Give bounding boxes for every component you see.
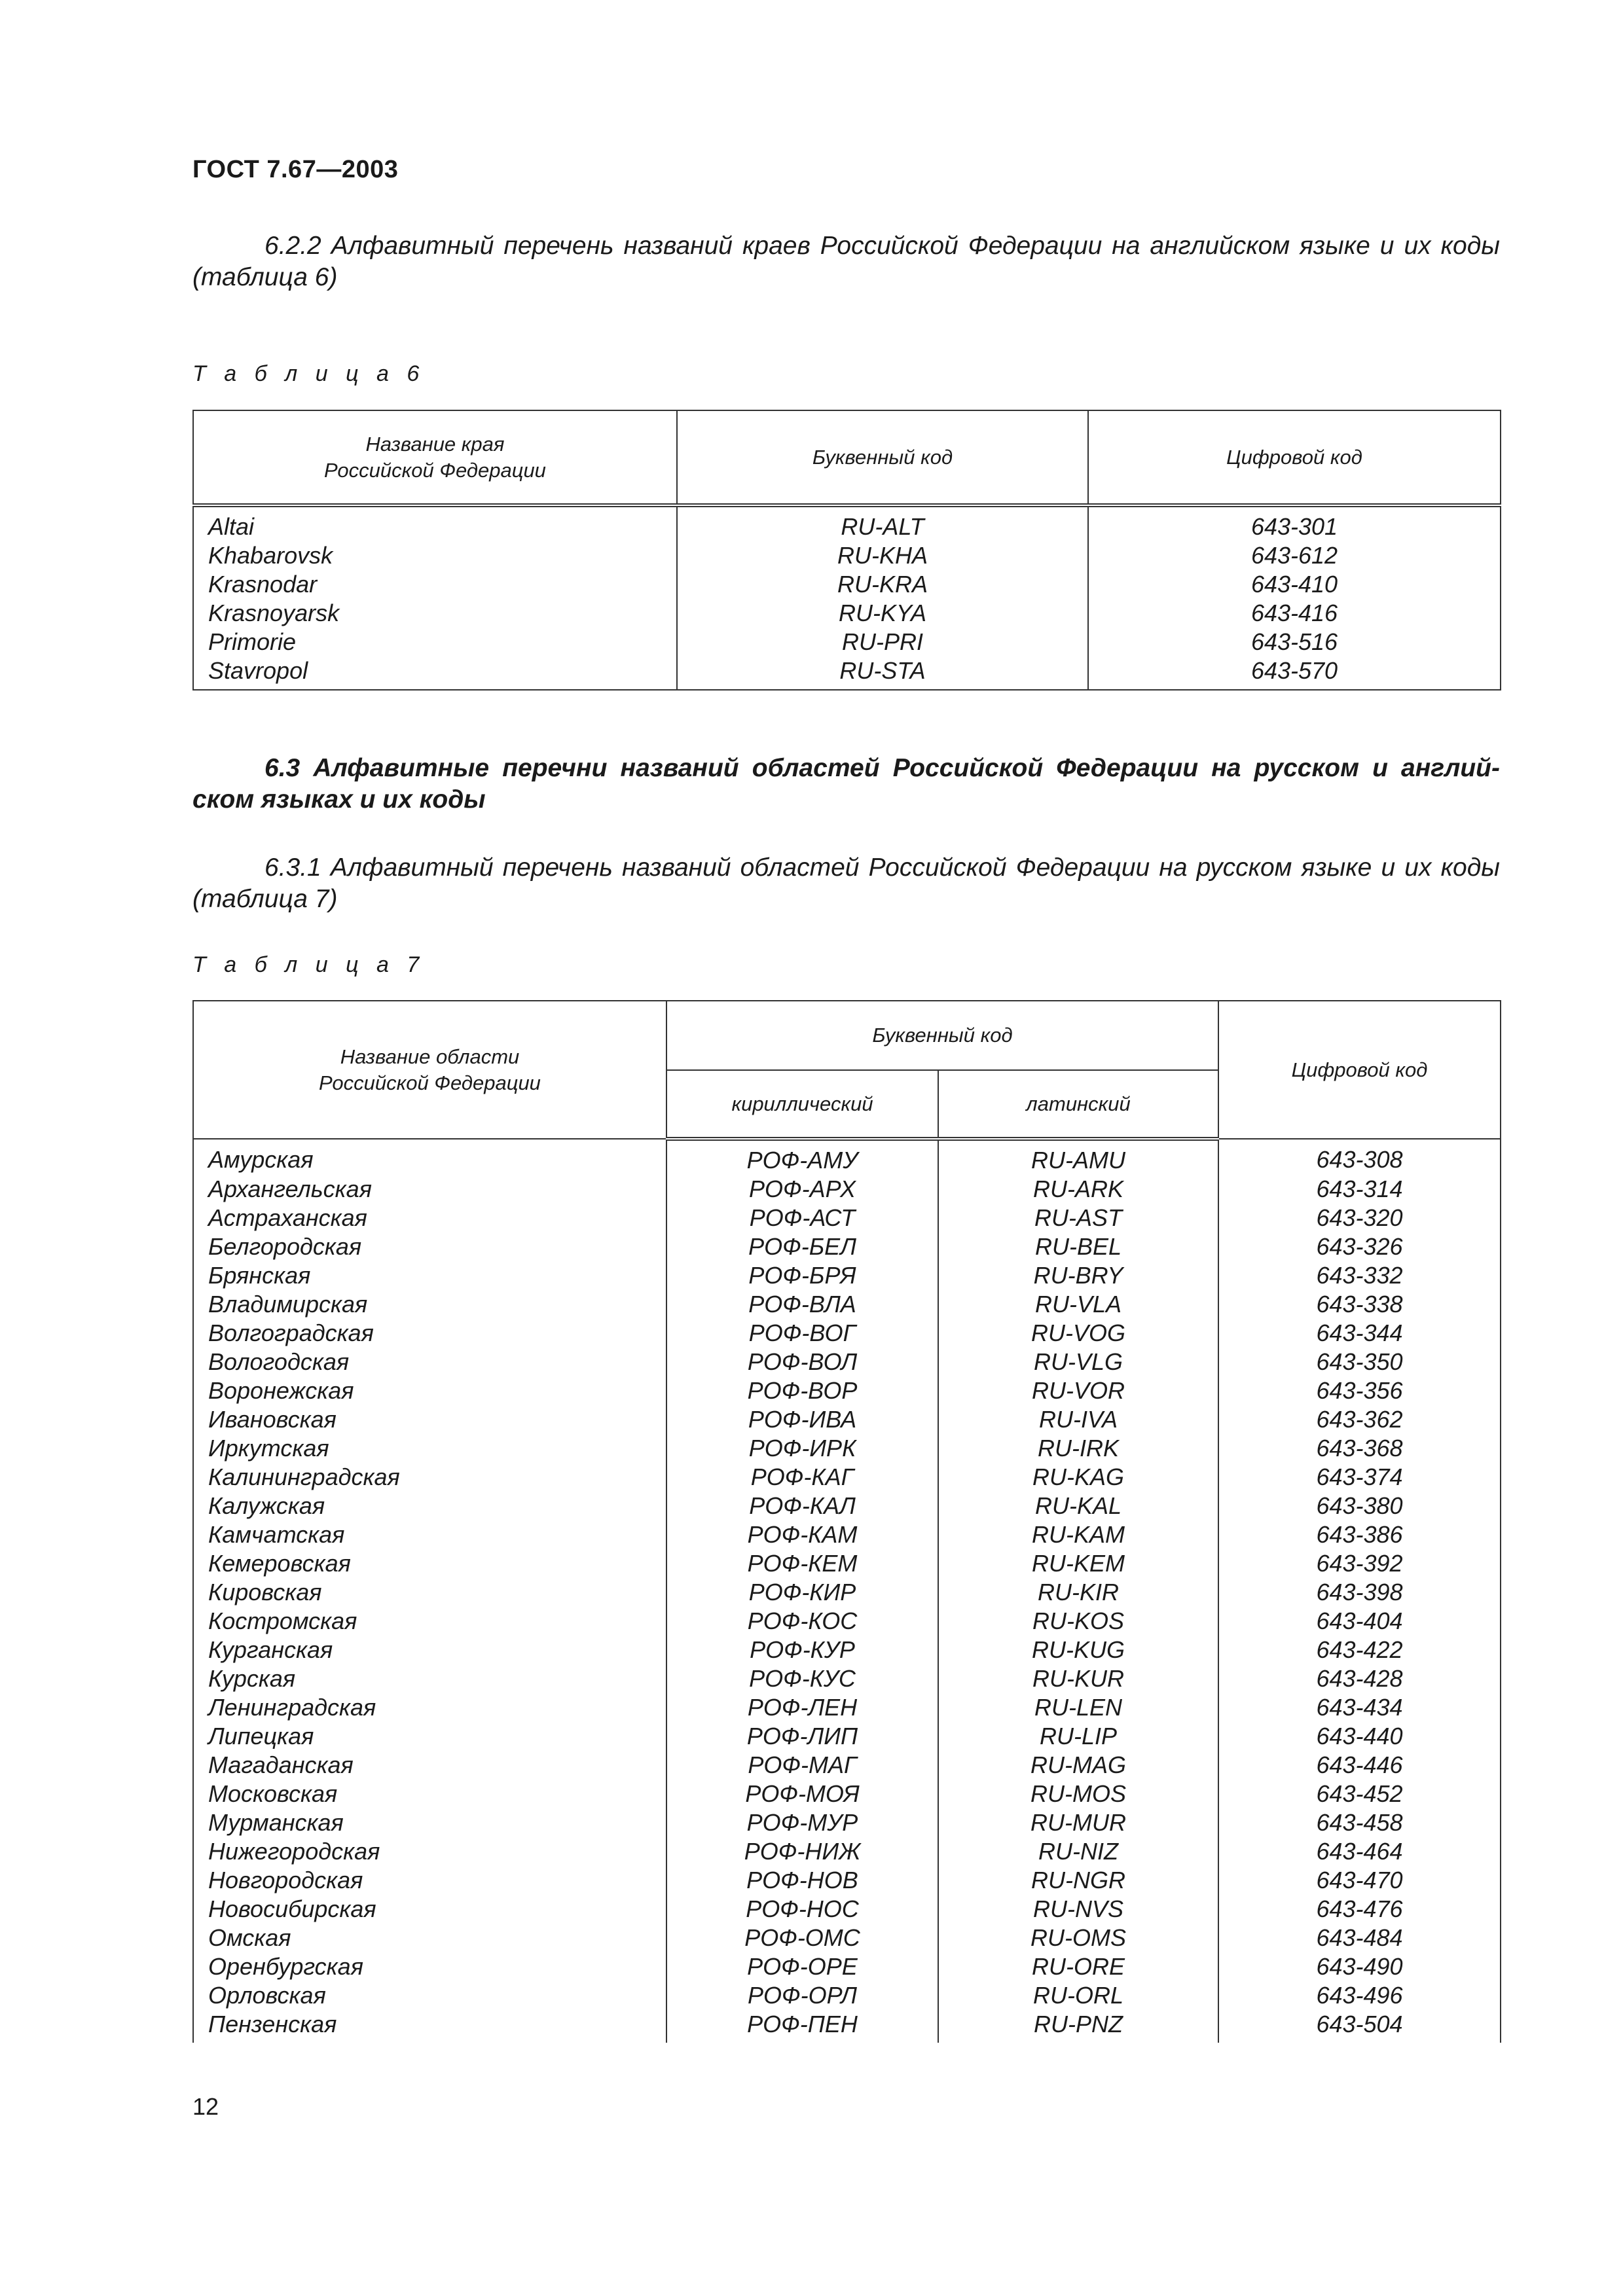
table-row (193, 1664, 1501, 1693)
cell-letter: RU-KYA (677, 599, 1088, 628)
cell-lat: RU-BRY (938, 1261, 1218, 1290)
table-row (193, 1924, 1501, 1952)
cell-digital: 643-484 (1218, 1924, 1501, 1952)
t6-header-digital: Цифровой код (1088, 410, 1501, 505)
cell-lat: RU-KOS (938, 1607, 1218, 1636)
cell-name: Кемеровская (193, 1549, 666, 1578)
cell-lat: RU-VLG (938, 1348, 1218, 1376)
cell-name: Московская (193, 1780, 666, 1808)
cell-lat: RU-VOG (938, 1319, 1218, 1348)
cell-digital: 643-428 (1218, 1664, 1501, 1693)
document-header: ГОСТ 7.67—2003 (192, 156, 399, 183)
cell-letter: RU-STA (677, 656, 1088, 690)
cell-lat: RU-ORE (938, 1952, 1218, 1981)
cell-name: Орловская (193, 1981, 666, 2010)
cell-digital: 643-490 (1218, 1952, 1501, 1981)
table-row (193, 1348, 1501, 1376)
cell-digital: 643-404 (1218, 1607, 1501, 1636)
table-row (193, 1607, 1501, 1636)
cell-lat: RU-KIR (938, 1578, 1218, 1607)
table-row (193, 1578, 1501, 1607)
cell-cyr: РОФ-БРЯ (666, 1261, 938, 1290)
cell-lat: RU-IVA (938, 1405, 1218, 1434)
cell-lat: RU-AST (938, 1204, 1218, 1232)
cell-name: Воронежская (193, 1376, 666, 1405)
cell-cyr: РОФ-ВОЛ (666, 1348, 938, 1376)
cell-digital: 643-434 (1218, 1693, 1501, 1722)
cell-digital: 643-344 (1218, 1319, 1501, 1348)
cell-lat: RU-NIZ (938, 1837, 1218, 1866)
cell-lat: RU-MOS (938, 1780, 1218, 1808)
cell-cyr: РОФ-КАГ (666, 1463, 938, 1492)
table-row (193, 1139, 1501, 1175)
cell-digital: 643-380 (1218, 1492, 1501, 1520)
cell-cyr: РОФ-НИЖ (666, 1837, 938, 1866)
page-number: 12 (192, 2093, 219, 2120)
table-row (193, 1636, 1501, 1664)
cell-letter: RU-ALT (677, 505, 1088, 541)
table-7 (192, 1000, 1501, 2043)
table-row (193, 1837, 1501, 1866)
cell-digital: 643-332 (1218, 1261, 1501, 1290)
table-row (193, 599, 1501, 628)
cell-cyr: РОФ-КОС (666, 1607, 938, 1636)
cell-cyr: РОФ-ОРЛ (666, 1981, 938, 2010)
cell-cyr: РОФ-КАМ (666, 1520, 938, 1549)
cell-lat: RU-KUG (938, 1636, 1218, 1664)
cell-digital: 643-320 (1218, 1204, 1501, 1232)
cell-name: Липецкая (193, 1722, 666, 1751)
cell-digital: 643-326 (1218, 1232, 1501, 1261)
section-6-3-1-text: 6.3.1 Алфавитный перечень названий областей Российской Федерации на русском языке и их коды (таблица 7) (192, 853, 1500, 913)
table-row (193, 628, 1501, 656)
cell-lat: RU-ARK (938, 1175, 1218, 1204)
cell-name: Нижегородская (193, 1837, 666, 1866)
table-row (193, 1434, 1501, 1463)
table-row (193, 505, 1501, 541)
cell-lat: RU-VOR (938, 1376, 1218, 1405)
cell-lat: RU-NGR (938, 1866, 1218, 1895)
cell-lat: RU-VLA (938, 1290, 1218, 1319)
table-row (193, 1520, 1501, 1549)
table-row (193, 1780, 1501, 1808)
t7-header-name: Название области Российской Федерации (193, 1001, 666, 1139)
table-row (193, 1549, 1501, 1578)
cell-name: Новгородская (193, 1866, 666, 1895)
cell-lat: RU-KAG (938, 1463, 1218, 1492)
table-row (193, 1175, 1501, 1204)
cell-name: Курская (193, 1664, 666, 1693)
cell-cyr: РОФ-ЛЕН (666, 1693, 938, 1722)
cell-digital: 643-314 (1218, 1175, 1501, 1204)
cell-cyr: РОФ-КЕМ (666, 1549, 938, 1578)
cell-cyr: РОФ-ВОГ (666, 1319, 938, 1348)
table-row (193, 1952, 1501, 1981)
cell-name: Архангельская (193, 1175, 666, 1204)
t7-header-cyr: кириллический (666, 1070, 938, 1139)
table-row (193, 1204, 1501, 1232)
cell-name: Stavropol (193, 656, 677, 690)
cell-lat: RU-KAL (938, 1492, 1218, 1520)
cell-cyr: РОФ-ОМС (666, 1924, 938, 1952)
cell-name: Владимирская (193, 1290, 666, 1319)
cell-digital: 643-386 (1218, 1520, 1501, 1549)
cell-name: Altai (193, 505, 677, 541)
cell-name: Мурманская (193, 1808, 666, 1837)
cell-name: Оренбургская (193, 1952, 666, 1981)
cell-digital: 643-570 (1088, 656, 1501, 690)
cell-lat: RU-NVS (938, 1895, 1218, 1924)
table-row (193, 1405, 1501, 1434)
cell-lat: RU-ORL (938, 1981, 1218, 2010)
cell-cyr: РОФ-АРХ (666, 1175, 938, 1204)
cell-lat: RU-KAM (938, 1520, 1218, 1549)
cell-lat: RU-AMU (938, 1139, 1218, 1175)
cell-cyr: РОФ-МУР (666, 1808, 938, 1837)
cell-digital: 643-356 (1218, 1376, 1501, 1405)
cell-cyr: РОФ-БЕЛ (666, 1232, 938, 1261)
section-6-3-1 (192, 852, 1500, 915)
cell-name: Khabarovsk (193, 541, 677, 570)
t7-header-digital: Цифровой код (1218, 1001, 1501, 1139)
cell-digital: 643-422 (1218, 1636, 1501, 1664)
cell-name: Кировская (193, 1578, 666, 1607)
table-row (193, 1290, 1501, 1319)
cell-letter: RU-PRI (677, 628, 1088, 656)
cell-name: Иркутская (193, 1434, 666, 1463)
cell-name: Волгоградская (193, 1319, 666, 1348)
cell-cyr: РОФ-МАГ (666, 1751, 938, 1780)
cell-name: Калужская (193, 1492, 666, 1520)
section-6-3-text: 6.3 Алфавитные перечни названий областей Российской Федерации на русском и англий-ском языках и их коды (192, 754, 1500, 814)
table-row (193, 1261, 1501, 1290)
table-row (193, 656, 1501, 690)
cell-name: Вологодская (193, 1348, 666, 1376)
cell-lat: RU-BEL (938, 1232, 1218, 1261)
cell-cyr: РОФ-НОВ (666, 1866, 938, 1895)
cell-name: Калининградская (193, 1463, 666, 1492)
table-row (193, 1492, 1501, 1520)
cell-name: Новосибирская (193, 1895, 666, 1924)
table-row (193, 1751, 1501, 1780)
cell-cyr: РОФ-КИР (666, 1578, 938, 1607)
t7-header-letter: Буквенный код (666, 1001, 1218, 1070)
cell-digital: 643-398 (1218, 1578, 1501, 1607)
table-row (193, 1463, 1501, 1492)
table-row (193, 541, 1501, 570)
cell-digital: 643-392 (1218, 1549, 1501, 1578)
table-row (193, 1866, 1501, 1895)
cell-cyr: РОФ-ОРЕ (666, 1952, 938, 1981)
cell-name: Primorie (193, 628, 677, 656)
cell-name: Белгородская (193, 1232, 666, 1261)
cell-cyr: РОФ-КАЛ (666, 1492, 938, 1520)
cell-cyr: РОФ-ИВА (666, 1405, 938, 1434)
section-6-2-2-text: 6.2.2 Алфавитный перечень названий краев Российской Федерации на английском языке и их коды (таблица 6) (192, 232, 1500, 291)
cell-lat: RU-LIP (938, 1722, 1218, 1751)
cell-name: Омская (193, 1924, 666, 1952)
cell-digital: 643-338 (1218, 1290, 1501, 1319)
cell-cyr: РОФ-ВОР (666, 1376, 938, 1405)
cell-name: Ленинградская (193, 1693, 666, 1722)
section-6-3 (192, 753, 1500, 816)
cell-lat: RU-KUR (938, 1664, 1218, 1693)
table-row (193, 1895, 1501, 1924)
cell-digital: 643-440 (1218, 1722, 1501, 1751)
cell-name: Krasnoyarsk (193, 599, 677, 628)
cell-name: Костромская (193, 1607, 666, 1636)
cell-digital: 643-368 (1218, 1434, 1501, 1463)
cell-cyr: РОФ-АМУ (666, 1139, 938, 1175)
cell-name: Курганская (193, 1636, 666, 1664)
cell-digital: 643-301 (1088, 505, 1501, 541)
table-row (193, 2010, 1501, 2043)
cell-name: Камчатская (193, 1520, 666, 1549)
cell-digital: 643-458 (1218, 1808, 1501, 1837)
cell-cyr: РОФ-КУР (666, 1636, 938, 1664)
cell-lat: RU-KEM (938, 1549, 1218, 1578)
table-row (193, 570, 1501, 599)
cell-cyr: РОФ-МОЯ (666, 1780, 938, 1808)
cell-cyr: РОФ-ЛИП (666, 1722, 938, 1751)
table-row (193, 1232, 1501, 1261)
cell-cyr: РОФ-ВЛА (666, 1290, 938, 1319)
cell-lat: RU-MUR (938, 1808, 1218, 1837)
cell-digital: 643-516 (1088, 628, 1501, 656)
cell-digital: 643-470 (1218, 1866, 1501, 1895)
cell-digital: 643-496 (1218, 1981, 1501, 2010)
cell-lat: RU-MAG (938, 1751, 1218, 1780)
table-7-caption: Т а б л и ц а 7 (192, 952, 426, 977)
cell-name: Амурская (193, 1139, 666, 1175)
cell-digital: 643-476 (1218, 1895, 1501, 1924)
cell-lat: RU-LEN (938, 1693, 1218, 1722)
cell-digital: 643-452 (1218, 1780, 1501, 1808)
cell-cyr: РОФ-КУС (666, 1664, 938, 1693)
cell-name: Krasnodar (193, 570, 677, 599)
table-row (193, 1693, 1501, 1722)
cell-letter: RU-KHA (677, 541, 1088, 570)
cell-lat: RU-PNZ (938, 2010, 1218, 2043)
table-6 (192, 410, 1501, 691)
cell-digital: 643-416 (1088, 599, 1501, 628)
cell-name: Брянская (193, 1261, 666, 1290)
cell-name: Астраханская (193, 1204, 666, 1232)
cell-digital: 643-464 (1218, 1837, 1501, 1866)
cell-digital: 643-410 (1088, 570, 1501, 599)
t6-header-letter: Буквенный код (677, 410, 1088, 505)
cell-lat: RU-IRK (938, 1434, 1218, 1463)
cell-cyr: РОФ-НОС (666, 1895, 938, 1924)
table-row (193, 1319, 1501, 1348)
cell-cyr: РОФ-ПЕН (666, 2010, 938, 2043)
cell-name: Пензенская (193, 2010, 666, 2043)
cell-cyr: РОФ-АСТ (666, 1204, 938, 1232)
t7-header-lat: латинский (938, 1070, 1218, 1139)
table-row (193, 1808, 1501, 1837)
cell-letter: RU-KRA (677, 570, 1088, 599)
cell-digital: 643-504 (1218, 2010, 1501, 2043)
cell-digital: 643-362 (1218, 1405, 1501, 1434)
cell-digital: 643-308 (1218, 1139, 1501, 1175)
cell-lat: RU-OMS (938, 1924, 1218, 1952)
t6-header-name: Название края Российской Федерации (193, 410, 677, 505)
cell-digital: 643-350 (1218, 1348, 1501, 1376)
cell-name: Магаданская (193, 1751, 666, 1780)
table-row (193, 1722, 1501, 1751)
cell-digital: 643-612 (1088, 541, 1501, 570)
cell-digital: 643-374 (1218, 1463, 1501, 1492)
table-6-caption: Т а б л и ц а 6 (192, 361, 426, 386)
table-row (193, 1981, 1501, 2010)
section-6-2-2 (192, 230, 1500, 293)
cell-name: Ивановская (193, 1405, 666, 1434)
cell-digital: 643-446 (1218, 1751, 1501, 1780)
table-row (193, 1376, 1501, 1405)
cell-cyr: РОФ-ИРК (666, 1434, 938, 1463)
